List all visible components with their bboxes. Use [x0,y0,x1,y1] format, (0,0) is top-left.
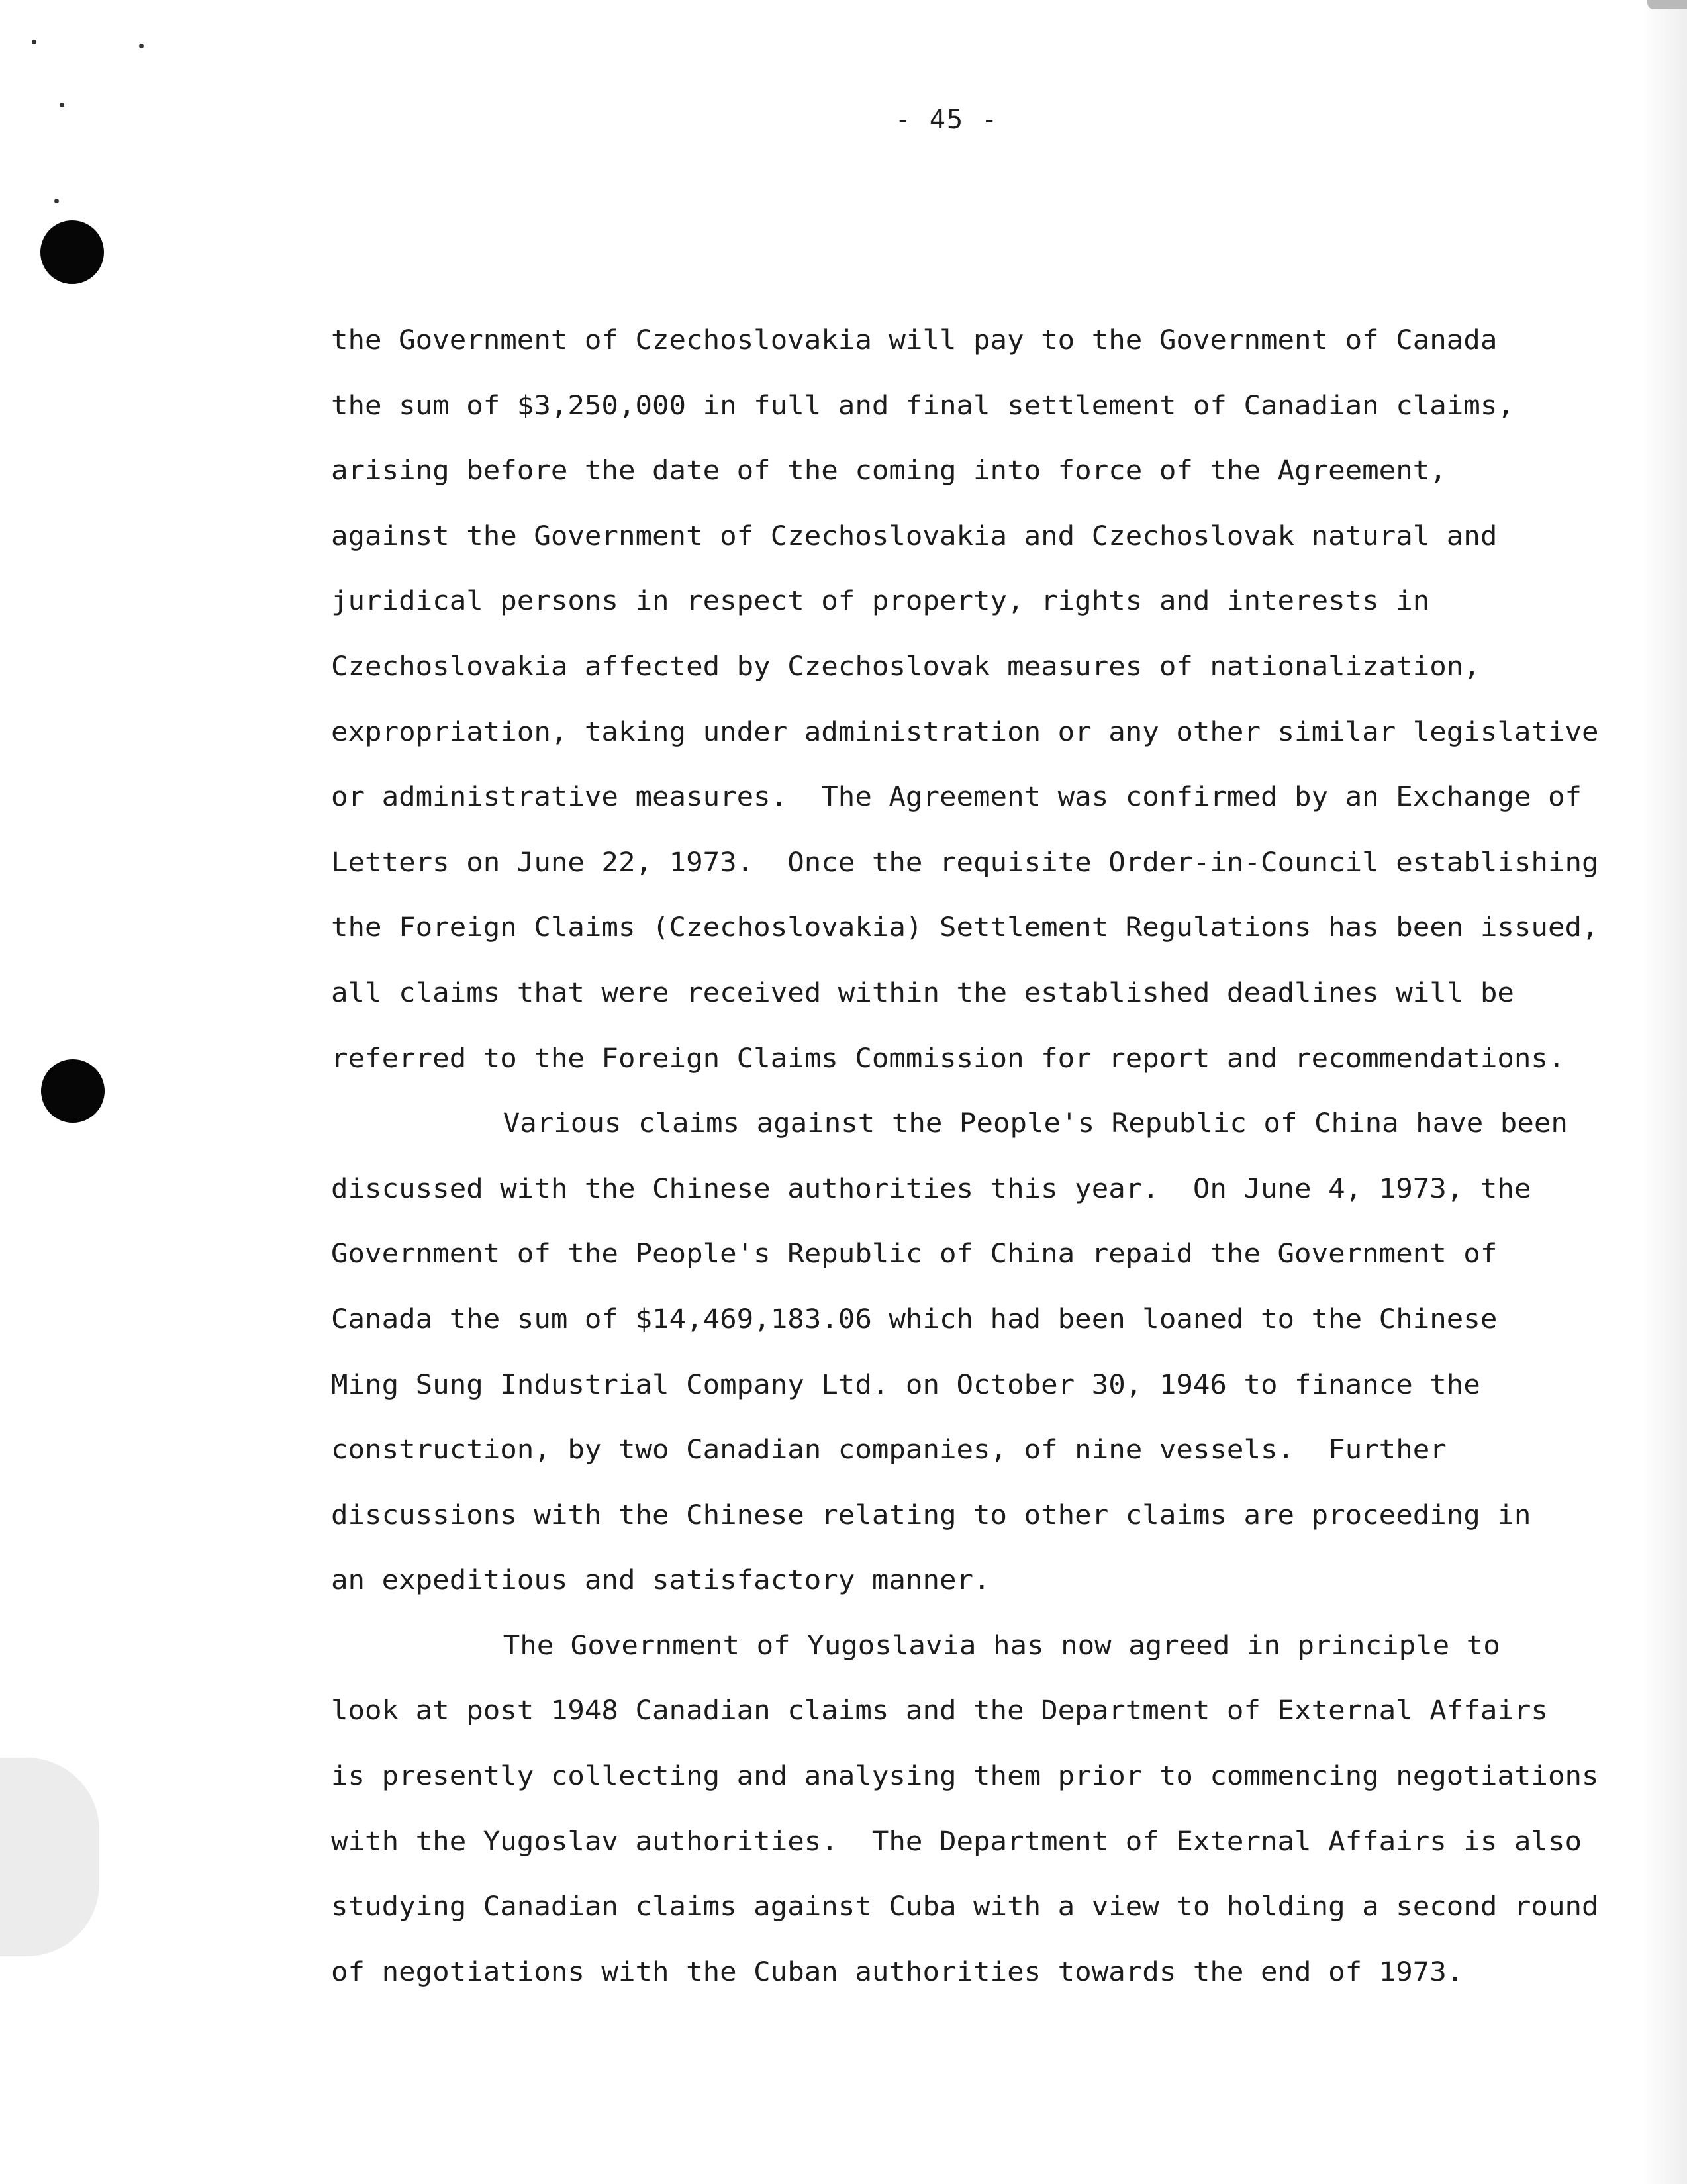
text-line: look at post 1948 Canadian claims and the Department of External Affairs [331,1695,1548,1727]
text-line: or administrative measures. The Agreement was confirmed by an Exchange of [331,782,1582,813]
text-line: discussions with the Chinese relating to other claims are proceeding in [331,1499,1531,1531]
text-line: Government of the People's Republic of China repaid the Government of [331,1239,1498,1270]
text-line: studying Canadian claims against Cuba with a view to holding a second round [331,1891,1599,1923]
dust-speck [54,199,59,203]
text-line: against the Government of Czechoslovakia and Czechoslovak natural and [331,520,1498,551]
paragraph [331,308,1599,1091]
text-line: the sum of $3,250,000 in full and final settlement of Canadian claims, [331,390,1514,421]
text-line: Letters on June 22, 1973. Once the requisite Order-in-Council establishing [331,847,1599,878]
text-line: arising before the date of the coming into force of the Agreement, [331,455,1447,487]
text-line: Ming Sung Industrial Company Ltd. on October 30, 1946 to finance the [331,1369,1480,1400]
corner-mark [1647,0,1687,9]
text-line: of negotiations with the Cuban authorities towards the end of 1973. [331,1956,1464,1987]
text-line: The Government of Yugoslavia has now agreed in principle to [503,1630,1500,1661]
text-line: with the Yugoslav authorities. The Department of External Affairs is also [331,1826,1582,1857]
text-line: Czechoslovakia affected by Czechoslovak measures of nationalization, [331,651,1480,682]
text-line: Various claims against the People's Republic of China have been [503,1108,1568,1139]
paragraph [331,1613,1599,2005]
text-line: expropriation, taking under administration or any other similar legislative [331,716,1599,747]
dust-speck [32,40,36,44]
text-line: discussed with the Chinese authorities this year. On June 4, 1973, the [331,1173,1531,1204]
dust-speck [139,44,144,48]
text-line: construction, by two Canadian companies, of nine vessels. Further [331,1435,1447,1466]
text-line: an expeditious and satisfactory manner. [331,1565,990,1596]
punch-hole [41,1059,105,1123]
text-line: Canada the sum of $14,469,183.06 which had been loaned to the Chinese [331,1304,1498,1335]
text-line: all claims that were received within the established deadlines will be [331,977,1514,1008]
scan-shadow [0,1758,99,1956]
paragraph [331,1091,1589,1613]
page-number: - 45 - [894,105,999,135]
text-line: the Foreign Claims (Czechoslovakia) Settlement Regulations has been issued, [331,912,1599,943]
text-line: referred to the Foreign Claims Commission for report and recommendations. [331,1043,1565,1074]
dust-speck [60,103,64,107]
punch-hole [40,220,104,284]
text-line: is presently collecting and analysing them prior to commencing negotiations [331,1761,1599,1792]
document-body [331,308,1599,2005]
text-line: juridical persons in respect of property, rights and interests in [331,586,1430,617]
text-line: the Government of Czechoslovakia will pay to the Government of Canada [331,325,1498,356]
